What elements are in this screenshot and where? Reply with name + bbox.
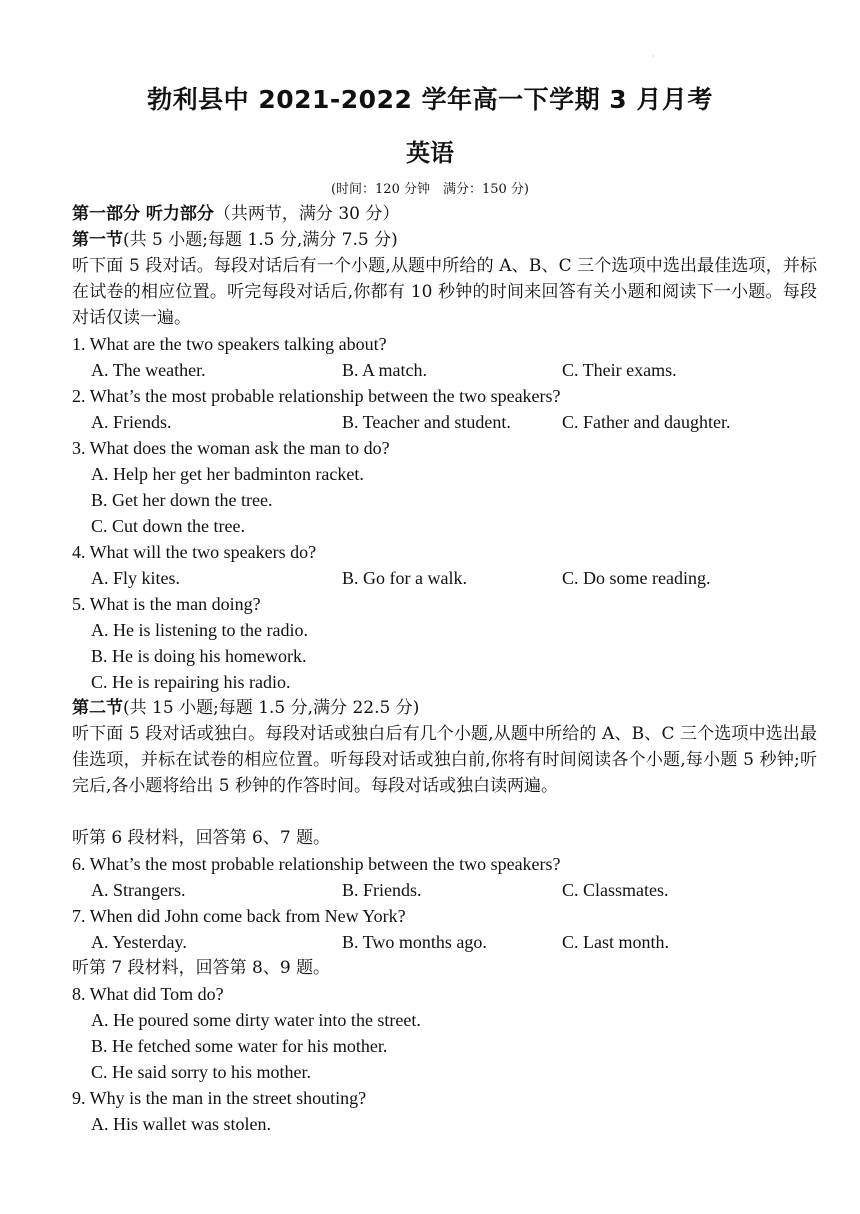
question-4-options: [72, 565, 817, 591]
question-8: 8. What did Tom do?: [72, 984, 224, 1004]
material-7-note: 听第 7 段材料，回答第 8、9 题。: [72, 958, 331, 978]
option-a: A. He is listening to the radio.: [91, 620, 308, 640]
question-7: 7. When did John come back from New York?: [72, 906, 406, 926]
section1-heading-bold: 第一节: [72, 230, 123, 250]
question-5: 5. What is the man doing?: [72, 594, 261, 614]
question-1-options: [72, 357, 817, 383]
question-4: 4. What will the two speakers do?: [72, 542, 317, 562]
option-c: C. Classmates.: [562, 880, 669, 900]
option-a: A. He poured some dirty water into the street.: [91, 1010, 421, 1030]
option-a: A. The weather.: [91, 360, 206, 380]
section1-heading: [72, 227, 817, 253]
question-2: 2. What’s the most probable relationship between the two speakers?: [72, 386, 561, 406]
question-6-options: [72, 877, 817, 903]
page-mark: ·: [652, 52, 655, 61]
option-b: B. Teacher and student.: [342, 412, 511, 432]
option-c: C. He is repairing his radio.: [91, 672, 291, 692]
section2-heading-bold: 第二节: [72, 698, 123, 718]
section1-instructions: 听下面 5 段对话。每段对话后有一个小题,从题中所给的 A、B、C 三个选项中选出最佳选项，并标在试卷的相应位置。听完每段对话后,你都有 10 秒钟的时间来回答有关小题和阅读下一小题。每段对话仅读一遍。: [72, 256, 817, 328]
option-a: A. Fly kites.: [91, 568, 181, 588]
option-c: C. Father and daughter.: [562, 412, 731, 432]
question-9: 9. Why is the man in the street shouting?: [72, 1088, 367, 1108]
option-a: A. His wallet was stolen.: [91, 1114, 271, 1134]
question-7-options: [72, 929, 817, 955]
section2-heading-rest: (共 15 小题;每题 1.5 分,满分 22.5 分): [123, 698, 420, 718]
option-c: C. Do some reading.: [562, 568, 711, 588]
section2-heading: [72, 695, 817, 721]
question-6: 6. What’s the most probable relationship between the two speakers?: [72, 854, 561, 874]
exam-title: 勃利县中 2021-2022 学年高一下学期 3 月月考: [147, 85, 713, 114]
exam-subject: 英语: [406, 139, 454, 167]
part1-heading-bold: 第一部分 听力部分: [72, 204, 214, 224]
option-c: C. Last month.: [562, 932, 669, 952]
option-a: A. Help her get her badminton racket.: [91, 464, 364, 484]
option-b: B. A match.: [342, 360, 427, 380]
part1-heading-rest: （共两节，满分 30 分）: [213, 204, 400, 224]
option-b: B. Friends.: [342, 880, 422, 900]
option-a: A. Yesterday.: [91, 932, 187, 952]
section2-instructions: 听下面 5 段对话或独白。每段对话或独白后有几个小题,从题中所给的 A、B、C 三个选项中选出最佳选项，并标在试卷的相应位置。听每段对话或独白前,你将有时间阅读各个小题,每小题 5 秒钟;听完后,各小题将给出 5 秒钟的作答时间。每段对话或独白读两遍。: [72, 724, 817, 796]
question-2-options: [72, 409, 817, 435]
option-b: B. He fetched some water for his mother.: [91, 1036, 388, 1056]
material-6-note: 听第 6 段材料，回答第 6、7 题。: [72, 828, 331, 848]
question-1: 1. What are the two speakers talking about?: [72, 334, 387, 354]
option-c: C. Their exams.: [562, 360, 677, 380]
option-b: B. Two months ago.: [342, 932, 487, 952]
option-b: B. He is doing his homework.: [91, 646, 307, 666]
exam-body: [72, 201, 817, 1137]
option-c: C. Cut down the tree.: [91, 516, 245, 536]
question-3: 3. What does the woman ask the man to do?: [72, 438, 390, 458]
exam-meta: (时间：120 分钟 满分：150 分): [330, 182, 530, 197]
option-b: B. Get her down the tree.: [91, 490, 273, 510]
option-a: A. Friends.: [91, 412, 172, 432]
part1-heading: [72, 201, 817, 227]
section1-heading-rest: (共 5 小题;每题 1.5 分,满分 7.5 分): [123, 230, 398, 250]
option-a: A. Strangers.: [91, 880, 186, 900]
option-c: C. He said sorry to his mother.: [91, 1062, 311, 1082]
option-b: B. Go for a walk.: [342, 568, 467, 588]
